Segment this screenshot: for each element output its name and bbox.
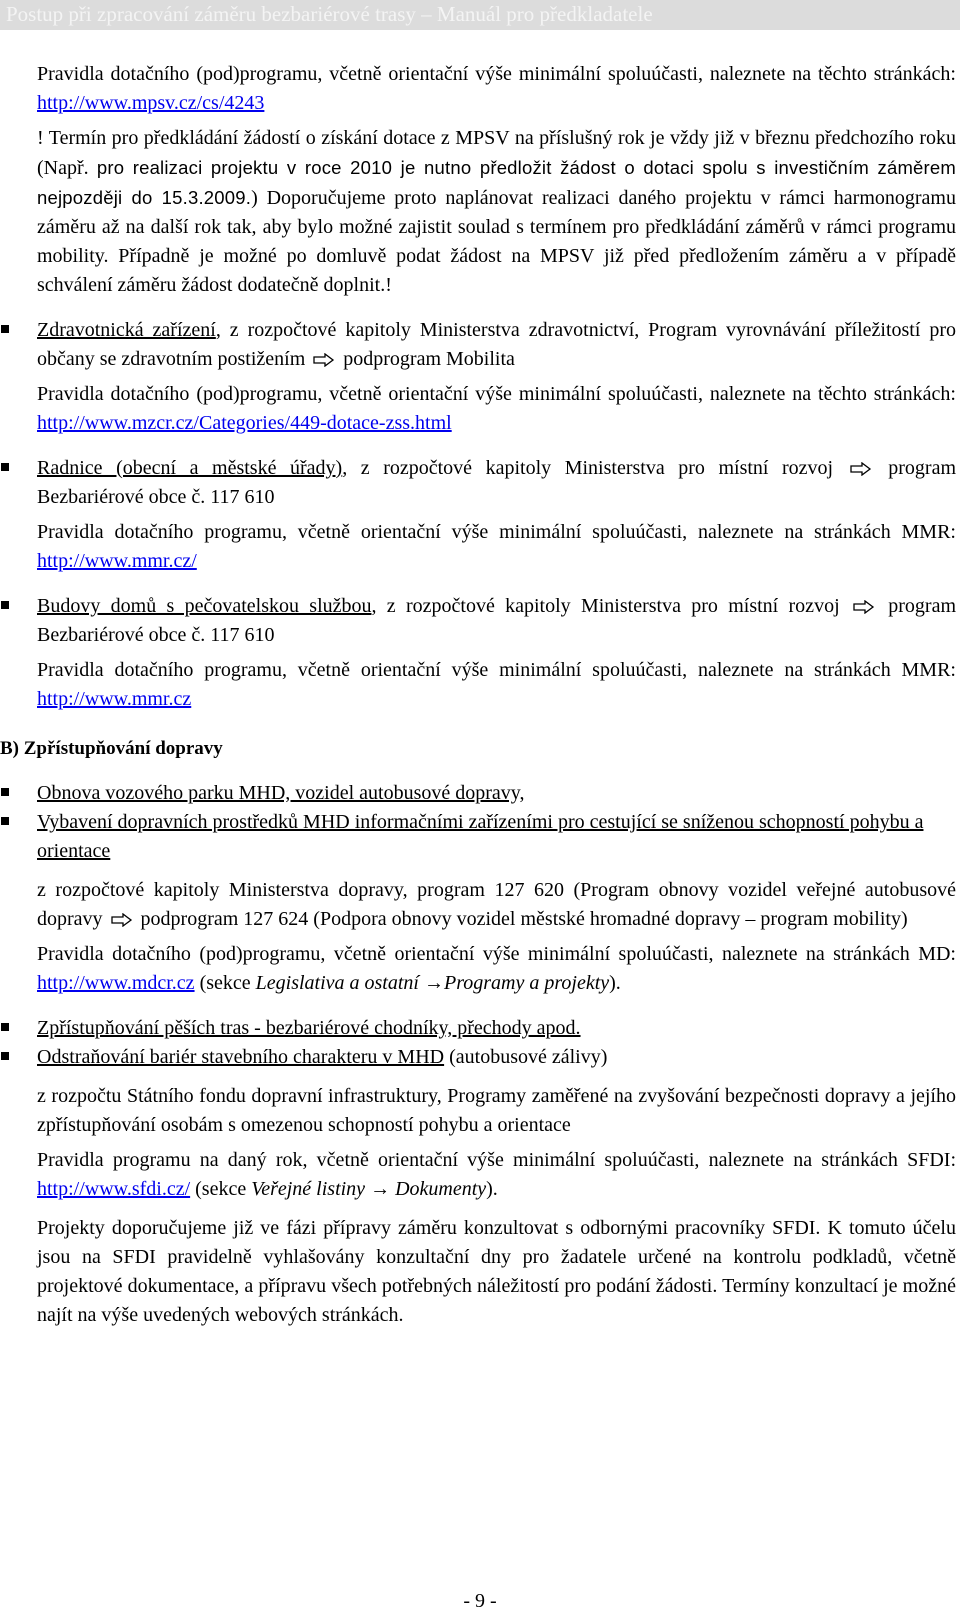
bullet-icon [1, 1052, 9, 1060]
mpsv-rules: Pravidla dotačního (pod)programu, včetně orientační výše minimální spoluúčasti, naleznete na těchto stránkách: http://www.mpsv.cz/cs/4243 [37, 63, 956, 114]
arrow-right-icon [850, 462, 872, 476]
bullet-icon [1, 817, 9, 825]
bullet-icon [1, 601, 9, 609]
header-title: Postup při zpracování záměru bezbariérové trasy – Manuál pro předkladatele [6, 2, 653, 26]
mpsv-deadline-note: ! Termín pro předkládání žádostí o získání dotace z MPSV na příslušný rok je vždy již v březnu předchozího roku (Např. pro realizaci projektu v roce 2010 je nutno předložit žádost o dotaci spolu s investičním záměrem nejpozději do 15.3.2009.) Doporučujeme proto naplánovat realizaci daného projektu v rámci harmonogramu záměru až na další rok tak, aby bylo možné zajistit soulad s termínem pro předkládání záměrů v rámci programu mobility. Případně je možné po domluvě podat žádost na MPSV již před předložením záměru a v případě schválení záměru žádost dodatečně doplnit.! [37, 127, 957, 296]
mmr-link[interactable]: http://www.mmr.cz/ [37, 550, 197, 572]
sfdi-program: z rozpočtu Státního fondu dopravní infrastruktury, Programy zaměřené na zvyšování bezpečnosti dopravy a jejího zpřístupňování osobám s omezenou schopností pohybu a orientace [37, 1085, 956, 1136]
sfdi-link[interactable]: http://www.sfdi.cz/ [37, 1178, 191, 1200]
arrow-icon: → [370, 1178, 391, 1200]
mpsv-link[interactable]: http://www.mpsv.cz/cs/4243 [37, 92, 265, 114]
section-heading: B) Zpřístupňování dopravy [0, 738, 223, 759]
list-item-vybaveni: Vybavení dopravních prostředků MHD informačními zařízeními pro cestující se sníženou schopností pohybu a orientace [37, 808, 956, 866]
page-number: - 9 - [463, 1590, 497, 1612]
bullet-icon [1, 1023, 9, 1031]
sfdi-rules: Pravidla programu na daný rok, včetně orientační výše minimální spoluúčasti, naleznete na stránkách SFDI: http://www.sfdi.cz/ (sekce Veřejné listiny → Dokumenty). [37, 1149, 956, 1200]
md-rules: Pravidla dotačního (pod)programu, včetně orientační výše minimální spoluúčasti, naleznete na stránkách MD: http://www.mdcr.cz (sekce Legislativa a ostatní →Programy a projekty). [37, 943, 956, 994]
list-item-bariery: Odstraňování bariér stavebního charakteru v MHD (autobusové zálivy) [37, 1043, 956, 1072]
list-item-zdravotnicka: Zdravotnická zařízení, z rozpočtové kapitoly Ministerstva zdravotnictví, Program vyrovnávání příležitostí pro občany se zdravotním postižením podprogram Mobilita Pravidla dotačního (pod)programu, včetně orientační výše minimální spoluúčasti, naleznete na těchto stránkách: http://www.mzcr.cz/Categories/449-dotace-zss.html [37, 316, 956, 438]
arrow-right-icon [853, 600, 875, 614]
list-item-budovy: Budovy domů s pečovatelskou službou, z rozpočtové kapitoly Ministerstva pro místní rozvoj program Bezbariérové obce č. 117 610 Pravidla dotačního programu, včetně orientační výše minimální spoluúčasti, naleznete na stránkách MMR: http://www.mmr.cz [37, 592, 956, 714]
md-program: z rozpočtové kapitoly Ministerstva dopravy, program 127 620 (Program obnovy vozidel veřejné autobusové dopravy podprogram 127 624 (Podpora obnovy vozidel městské hromadné dopravy – program mobility) [37, 879, 956, 930]
mmr-link-2[interactable]: http://www.mmr.cz [37, 688, 192, 710]
arrow-right-icon [111, 913, 133, 927]
list-item-radnice: Radnice (obecní a městské úřady), z rozpočtové kapitoly Ministerstva pro místní rozvoj program Bezbariérové obce č. 117 610 Pravidla dotačního programu, včetně orientační výše minimální spoluúčasti, naleznete na stránkách MMR: http://www.mmr.cz/ [37, 454, 956, 576]
list-item-pesi-trasy: Zpřístupňování pěších tras - bezbariérové chodníky, přechody apod. [37, 1014, 956, 1043]
running-header [0, 0, 960, 30]
bullet-icon [1, 788, 9, 796]
arrow-right-icon [313, 353, 335, 367]
page-content [0, 60, 957, 1330]
list-item-obnova: Obnova vozového parku MHD, vozidel autobusové dopravy, [37, 779, 956, 808]
mdcr-link[interactable]: http://www.mdcr.cz [37, 972, 195, 994]
bullet-icon [1, 325, 9, 333]
sfdi-closing: Projekty doporučujeme již ve fázi přípravy záměru konzultovat s odbornými pracovníky SFDI. K tomuto účelu jsou na SFDI pravidelně vyhlašovány konzultační dny pro žadatele určené na kontrolu podkladů, včetně projektové dokumentace, a přípravu všech potřebných náležitostí pro podání žádosti. Termíny konzultací je možné najít na výše uvedených webových stránkách. [37, 1217, 956, 1326]
bullet-icon [1, 463, 9, 471]
arrow-icon: → [423, 972, 444, 994]
mzcr-link[interactable]: http://www.mzcr.cz/Categories/449-dotace-zss.html [37, 412, 452, 434]
